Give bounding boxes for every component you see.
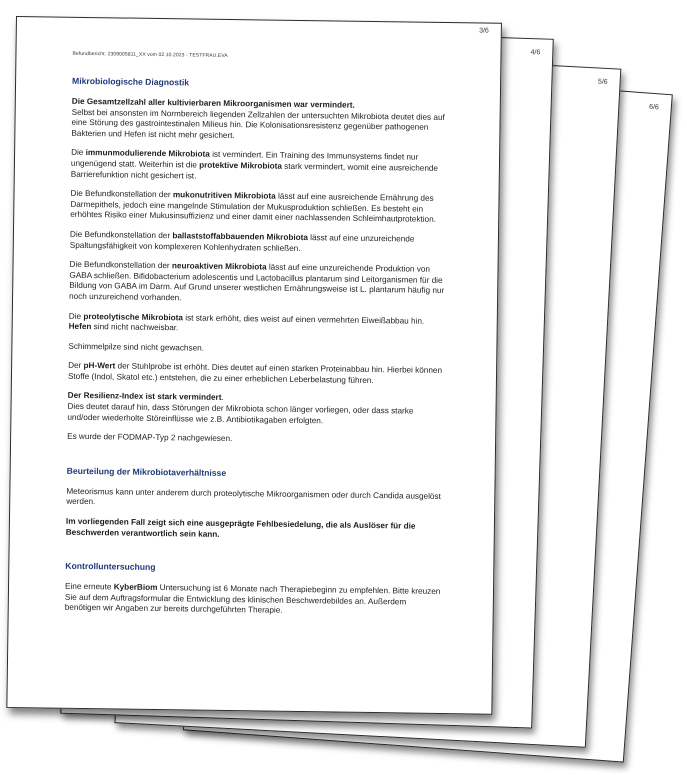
bold-text: mukonutritiven Mikrobiota bbox=[172, 190, 276, 201]
bold-text: Im vorliegenden Fall zeigt sich eine ausgeprägte Fehlbesiedelung, die als Auslöser für die Beschwerden verantwortlich sein kann. bbox=[65, 516, 416, 539]
bold-text: Der Resilienz-Index ist stark vermindert bbox=[67, 391, 222, 403]
text: der Stuhlprobe ist erhöht. Dies deutet auf einen starken Proteinabbau hin. Hierbei können Stoffe (Indol, Skatol etc.) entstehen, die zu einer erheblichen Leberbelastung führen. bbox=[67, 361, 443, 385]
paragraph bbox=[69, 311, 445, 337]
paragraph bbox=[70, 189, 446, 226]
text: . bbox=[221, 393, 224, 403]
paragraph bbox=[66, 517, 442, 543]
bold-text: ballaststoffabbauenden Mikrobiota bbox=[172, 231, 308, 243]
text: Untersuchung ist 6 Monate nach Therapiebeginn zu empfehlen. Bitte kreuzen Sie auf dem Auftragsformular die Entwicklung des klinischen Beschwerdebildes an. Außerdem benötigen wir Angaben zur bereits durchgeführten Therapie. bbox=[64, 583, 441, 616]
paragraph bbox=[67, 391, 443, 428]
text: ist stark erhöht, dies weist auf einen vermehrten Eiweißabbau hin. bbox=[182, 312, 425, 326]
section-heading: Mikrobiologische Diagnostik bbox=[72, 75, 190, 88]
page-number: 5/6 bbox=[597, 78, 608, 86]
bold-text: pH-Wert bbox=[83, 361, 116, 371]
bold-text: KyberBiom bbox=[113, 582, 158, 593]
bold-text: immunmodulierende Mikrobiota bbox=[85, 148, 210, 160]
paragraph bbox=[69, 260, 446, 308]
text: Die bbox=[68, 311, 84, 321]
paragraph bbox=[66, 487, 442, 513]
paragraph bbox=[65, 582, 441, 619]
text: stark vermindert, womit eine ausreichende Barrierefunktion nicht gesichert ist. bbox=[70, 161, 439, 181]
paragraph bbox=[71, 148, 447, 185]
text: Dies deutet darauf hin, dass Störungen der Mikrobiota schon länger vorliegen, oder dass starke und/oder wiederholte Störeinflüsse wie z.B. Antibiotikagaben erfolgten. bbox=[67, 401, 414, 425]
text: Es wurde der FODMAP-Typ 2 nachgewiesen. bbox=[67, 432, 233, 444]
bold-text: Hefen bbox=[68, 321, 92, 332]
text: Die bbox=[71, 148, 86, 158]
bold-text: Die Gesamtzellzahl aller kultivierbaren Mikroorganismen war vermindert. bbox=[71, 96, 355, 110]
paragraph bbox=[68, 341, 444, 357]
text: Die Befundkonstellation der bbox=[70, 188, 174, 200]
bold-text: neuroaktiven Mikrobiota bbox=[171, 261, 267, 272]
page-number: 6/6 bbox=[648, 103, 660, 112]
bold-text: proteolytische Mikrobiota bbox=[83, 311, 184, 322]
text: lässt auf eine unzureichende Produktion von GABA schließen. Bifidobacterium adolescentis und Lactobacillus plantarum sind Leitorganismen für die Bildung von GABA im Darm. Auf Grund unserer westlichen Ernährungsweise ist L. plantarum häufig nur noch unzureichend vorhanden. bbox=[69, 262, 445, 303]
report-body bbox=[65, 76, 449, 628]
paragraph bbox=[71, 97, 448, 145]
text: Meteorismus kann unter anderem durch proteolytische Mikroorganismen oder durch Candida ausgelöst werden. bbox=[66, 486, 441, 507]
report-header: Befundbericht: 2309005811_XX vom 02.10.2023 - TESTFRAU,EVA bbox=[72, 50, 228, 59]
text: Eine erneute bbox=[64, 581, 114, 592]
text: Selbst bei ansonsten im Normbereich liegenden Zellzahlen der untersuchten Mikrobiota deutet dies auf eine Störung des gastrointestinalen Milieus hin. Die Kolonisationsresistenz gegenüber pathogenen Bakterien und Hefen ist nicht mehr gesichert. bbox=[71, 107, 445, 140]
paragraph bbox=[68, 361, 444, 387]
text: Der bbox=[68, 361, 84, 371]
section-heading: Kontrolluntersuchung bbox=[65, 560, 156, 573]
paragraph bbox=[67, 432, 443, 448]
bold-text: protektive Mikrobiota bbox=[199, 160, 283, 171]
paragraph bbox=[70, 230, 446, 256]
text: Die Befundkonstellation der bbox=[69, 259, 173, 271]
page-number: 3/6 bbox=[479, 27, 489, 35]
front-page bbox=[6, 16, 502, 715]
text: sind nicht nachweisbar. bbox=[91, 322, 179, 333]
text: lässt auf eine ausreichende Ernährung des Darmepithels, jedoch eine mangelnde Stimulation der Mukusproduktion schließen. Es besteht ein erhöhtes Risiko einer Mukusinsuffizienz und einer damit einer nachlassenden Schleimhautprotektion. bbox=[70, 191, 437, 225]
text: ist vermindert. Ein Training des Immunsystems findet nur ungenügend statt. Weiterhin ist die bbox=[70, 150, 419, 170]
section-heading: Beurteilung der Mikrobiotaverhältnisse bbox=[66, 465, 227, 478]
page-number: 4/6 bbox=[530, 49, 541, 57]
text: Die Befundkonstellation der bbox=[69, 229, 173, 241]
text: Schimmelpilze sind nicht gewachsen. bbox=[68, 341, 205, 353]
text: lässt auf eine unzureichende Spaltungsfähigkeit von komplexeren Kohlenhydraten schließen. bbox=[69, 233, 415, 253]
